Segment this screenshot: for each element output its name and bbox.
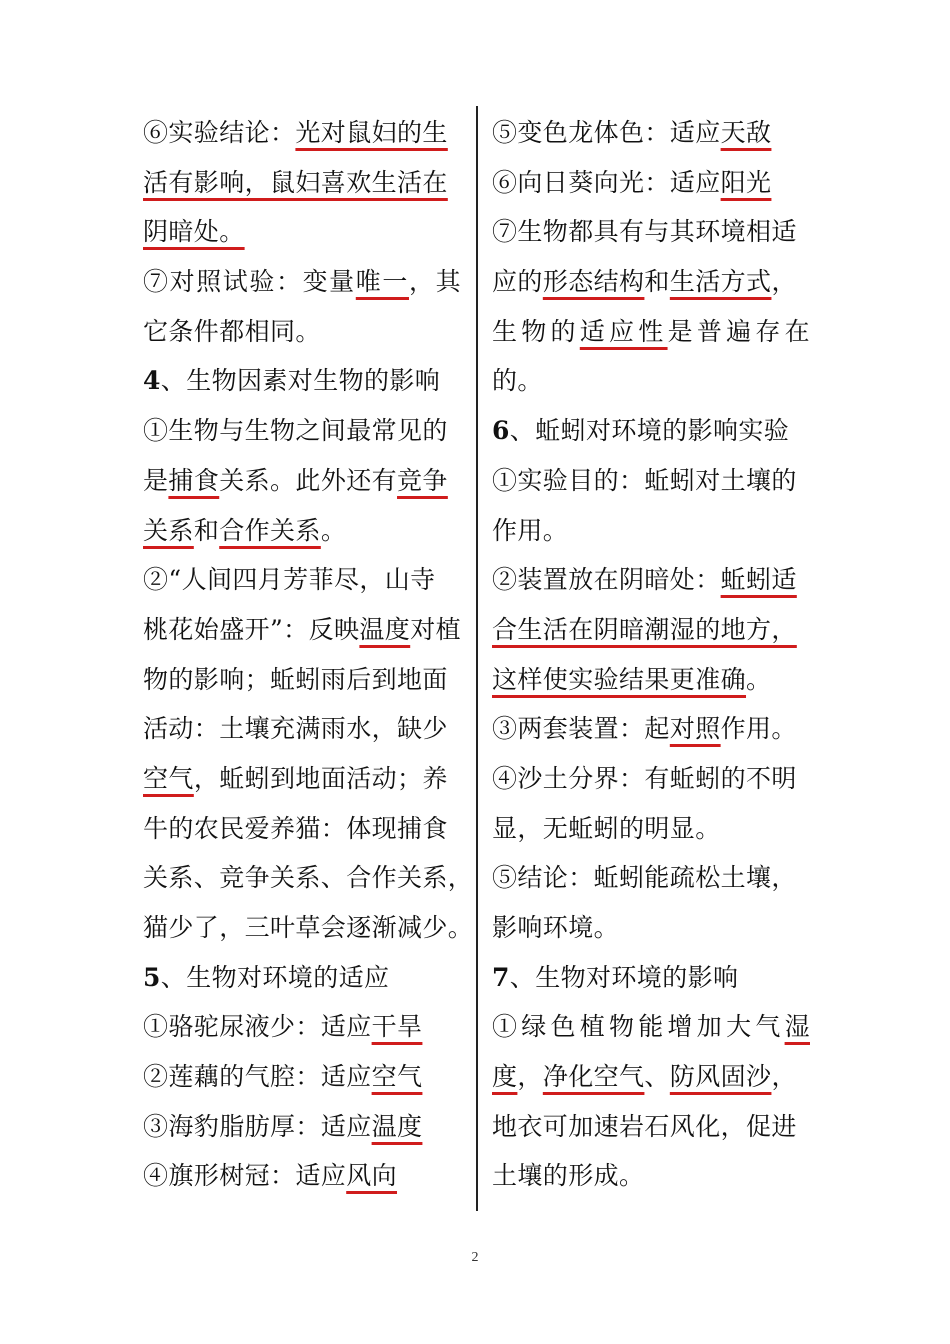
text-line — [492, 1002, 810, 1052]
text-segment: ①生物与生物之间最常见的 — [143, 416, 448, 446]
section-number: 4 — [143, 366, 161, 396]
text-segment: 、生物对环境的影响 — [509, 962, 739, 992]
text-line — [492, 555, 810, 605]
underlined-key-term: 空气 — [143, 763, 194, 793]
text-line — [143, 754, 461, 804]
text-line — [492, 307, 810, 357]
text-line — [143, 158, 461, 208]
text-segment: ⑥实验结论： — [143, 118, 296, 147]
page-number: 2 — [471, 1250, 479, 1265]
underlined-key-term: 适应性 — [579, 316, 668, 346]
text-segment: 、 — [644, 1062, 670, 1092]
left-column — [143, 108, 474, 1201]
text-segment: ①实验目的：蚯蚓对土壤的 — [492, 465, 797, 495]
text-line — [143, 108, 461, 158]
text-segment: 的。 — [492, 366, 543, 396]
text-segment: ， — [771, 1062, 797, 1092]
underlined-key-term: 防风固沙 — [669, 1062, 772, 1092]
underlined-key-term: 光对鼠妇的生 — [295, 118, 448, 147]
text-segment: 关系。此外还有 — [219, 465, 398, 495]
underlined-key-term: 合生活在阴暗潮湿的地方， — [492, 614, 797, 644]
text-segment: 是普遍存在 — [667, 316, 810, 346]
text-line — [492, 655, 810, 705]
text-line — [492, 356, 810, 406]
text-line — [143, 853, 474, 903]
text-segment: ，其 — [408, 267, 461, 297]
text-line — [492, 704, 810, 754]
text-line — [492, 456, 810, 506]
underlined-key-term: 空气 — [371, 1062, 423, 1092]
text-line — [143, 307, 461, 357]
text-segment: ③两套装置：起 — [492, 714, 670, 744]
text-segment: ①绿色植物能增加大气 — [492, 1012, 785, 1042]
text-line — [492, 506, 810, 556]
text-segment: 桃花始盛开”：反映 — [143, 614, 360, 644]
text-segment: 。 — [746, 664, 772, 694]
text-line — [143, 555, 461, 605]
text-segment: ，蚯蚓到地面活动；养 — [193, 763, 448, 793]
text-line — [143, 456, 461, 506]
underlined-key-term: 对照 — [669, 714, 721, 744]
underlined-key-term: 净化空气 — [542, 1062, 645, 1092]
text-segment: ④旗形树冠：适应 — [143, 1161, 347, 1191]
text-line — [492, 605, 810, 655]
underlined-key-term: 形态结构 — [542, 267, 645, 297]
text-segment: ， — [517, 1062, 543, 1092]
text-segment: 、蚯蚓对环境的影响实验 — [509, 416, 790, 446]
text-segment: 它条件都相同。 — [143, 316, 321, 346]
text-segment: 物的影响；蚯蚓雨后到地面 — [143, 664, 448, 694]
underlined-key-term: 阴暗处。 — [143, 217, 245, 247]
text-segment: 对植 — [410, 614, 462, 644]
right-column — [492, 108, 810, 1201]
underlined-key-term: 温度 — [359, 614, 411, 644]
underlined-key-term: 蚯蚓适 — [720, 565, 797, 595]
text-segment: ⑦对照试验：变量 — [143, 267, 356, 297]
text-segment: 生物的 — [492, 316, 580, 346]
text-segment: ①骆驼尿液少：适应 — [143, 1012, 372, 1042]
text-segment: 关系、竞争关系、合作关系， — [143, 863, 474, 893]
text-segment: ③海豹脂肪厚：适应 — [143, 1111, 372, 1141]
column-divider — [476, 106, 478, 1211]
underlined-key-term: 阳光 — [720, 167, 772, 197]
text-line — [492, 804, 810, 854]
text-segment: 应的 — [492, 267, 543, 297]
text-segment: 地衣可加速岩石风化，促进 — [492, 1111, 797, 1141]
underlined-key-term: 度 — [492, 1062, 518, 1092]
text-segment: 是 — [143, 465, 169, 495]
underlined-key-term: 竞争 — [397, 465, 448, 495]
underlined-key-term: 关系 — [143, 515, 194, 545]
text-line — [492, 1052, 810, 1102]
text-line — [492, 754, 810, 804]
text-segment: ⑥向日葵向光：适应 — [492, 167, 721, 197]
text-line — [143, 356, 461, 406]
text-segment: ⑤变色龙体色：适应 — [492, 118, 721, 147]
underlined-key-term: 唯一 — [355, 267, 409, 297]
text-segment: ②“人间四月芳菲尽，山寺 — [143, 565, 436, 595]
text-line — [492, 108, 810, 158]
text-segment: 作用。 — [720, 714, 797, 744]
text-line — [492, 207, 810, 257]
underlined-key-term: 活有影响，鼠妇喜欢生活在 — [143, 167, 448, 197]
text-segment: 活动：土壤充满雨水，缺少 — [143, 714, 448, 744]
section-number: 5 — [143, 962, 161, 992]
underlined-key-term: 湿 — [784, 1012, 810, 1042]
text-line — [492, 406, 810, 456]
underlined-key-term: 这样使实验结果更准确 — [492, 664, 747, 694]
text-line — [143, 1002, 461, 1052]
underlined-key-term: 捕食 — [168, 465, 220, 495]
text-segment: 土壤的形成。 — [492, 1161, 645, 1191]
underlined-key-term: 风向 — [346, 1161, 398, 1191]
text-line — [492, 257, 810, 307]
text-line — [492, 953, 810, 1003]
text-segment: 。 — [320, 515, 347, 545]
text-line — [143, 257, 461, 307]
text-segment: 作用。 — [492, 515, 569, 545]
text-line — [143, 1151, 461, 1201]
text-segment: 、生物因素对生物的影响 — [160, 366, 441, 396]
text-line — [143, 406, 461, 456]
section-number: 7 — [492, 962, 510, 992]
text-segment: 猫少了，三叶草会逐渐减少。 — [143, 913, 474, 942]
text-line — [143, 605, 461, 655]
text-line — [143, 207, 461, 257]
text-segment: ⑦生物都具有与其环境相适 — [492, 217, 797, 247]
text-line — [143, 1102, 461, 1152]
text-line — [143, 704, 461, 754]
section-number: 6 — [492, 416, 510, 446]
text-line — [492, 903, 810, 953]
text-segment: ， — [771, 267, 797, 297]
underlined-key-term: 天敌 — [720, 118, 772, 147]
underlined-key-term: 生活方式 — [669, 267, 772, 297]
text-line — [143, 903, 474, 953]
text-segment: 显，无蚯蚓的明显。 — [492, 813, 721, 843]
text-segment: ④沙土分界：有蚯蚓的不明 — [492, 763, 797, 793]
underlined-key-term: 干旱 — [371, 1012, 423, 1042]
text-segment: 和 — [193, 515, 220, 545]
text-segment: 影响环境。 — [492, 913, 620, 942]
text-segment: ②装置放在阴暗处： — [492, 565, 721, 595]
text-line — [492, 1151, 810, 1201]
text-segment: ⑤结论：蚯蚓能疏松土壤， — [492, 863, 797, 893]
text-line — [492, 853, 810, 903]
underlined-key-term: 合作关系 — [219, 515, 321, 545]
text-line — [492, 158, 810, 208]
text-line — [143, 953, 461, 1003]
underlined-key-term: 温度 — [371, 1111, 423, 1141]
text-line — [143, 1052, 461, 1102]
text-line — [143, 655, 461, 705]
text-line — [143, 506, 461, 556]
text-segment: 牛的农民爱养猫：体现捕食 — [143, 813, 448, 843]
text-segment: 、生物对环境的适应 — [160, 962, 390, 992]
text-segment: ②莲藕的气腔：适应 — [143, 1062, 372, 1092]
text-segment: 和 — [644, 267, 670, 297]
text-line — [492, 1102, 810, 1152]
text-line — [143, 804, 461, 854]
